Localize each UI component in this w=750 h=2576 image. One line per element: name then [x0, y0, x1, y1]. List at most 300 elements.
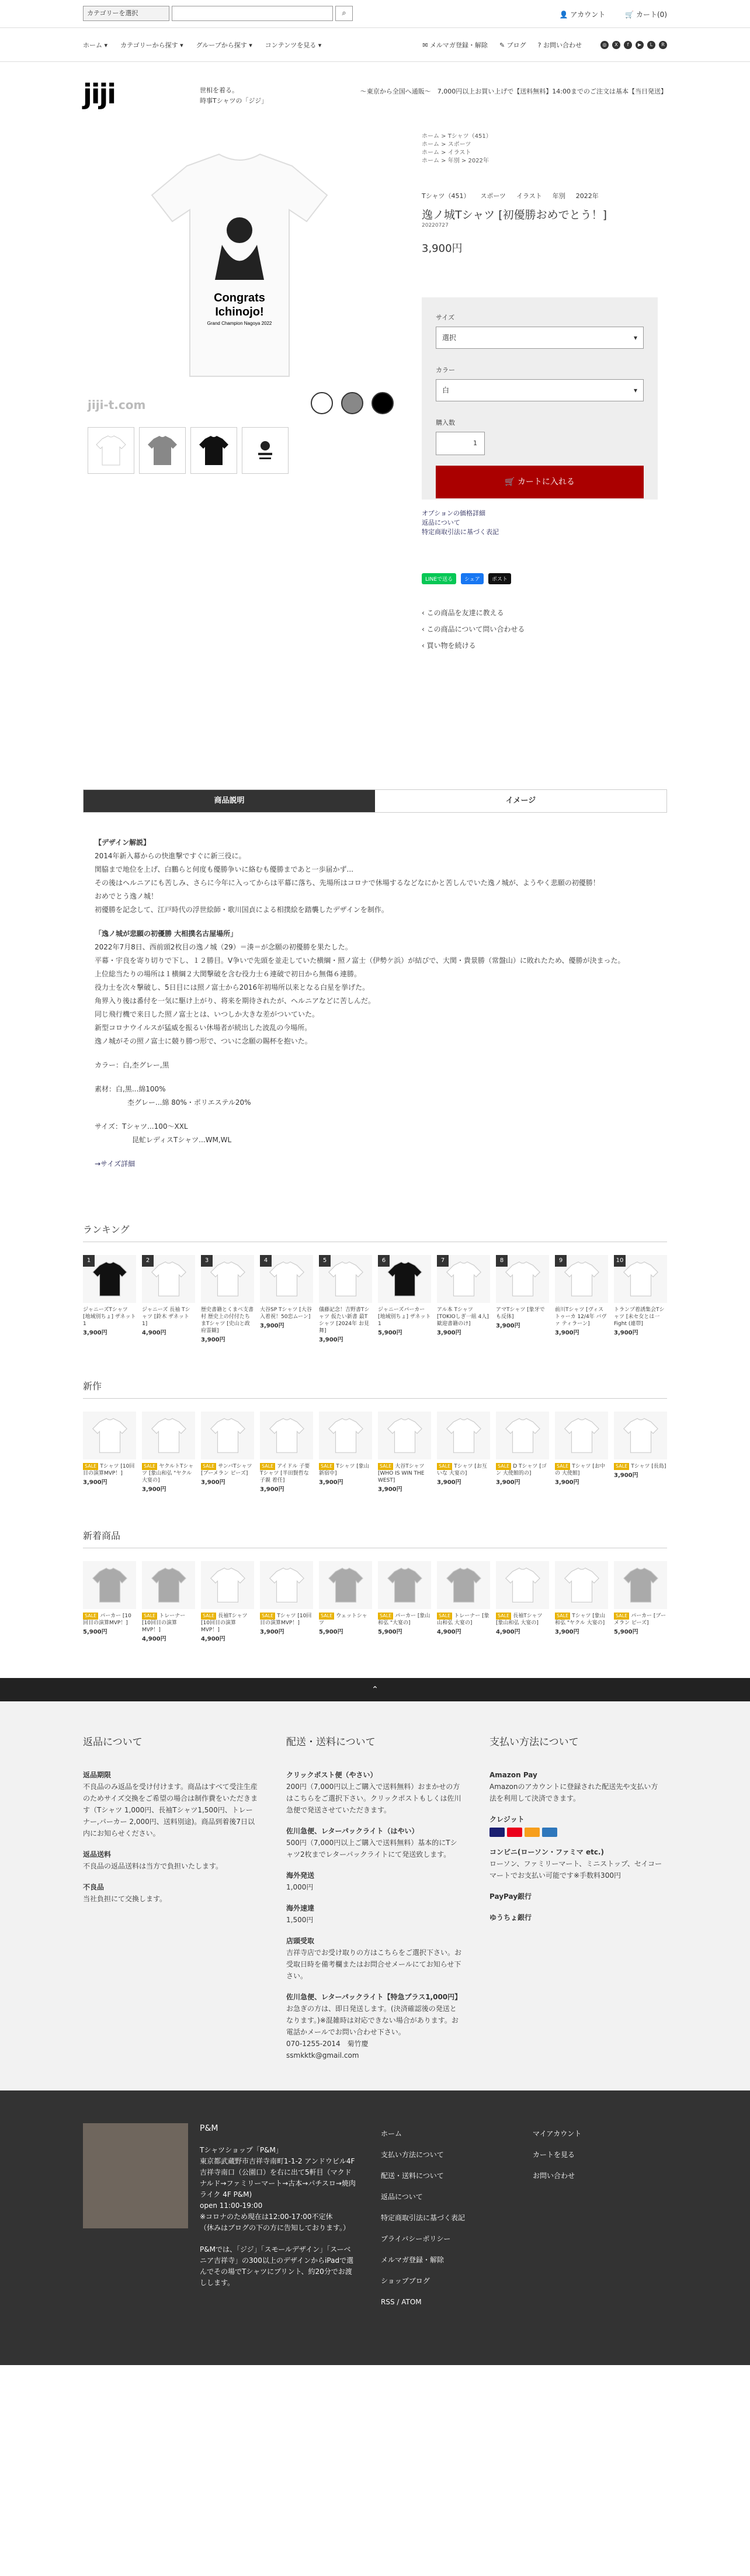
- desc-line: 2014年新入幕からの快進撃ですぐに新三役に。: [95, 852, 246, 860]
- product-card-price: 3,900円: [437, 1479, 461, 1486]
- shipping-text-1: 200円（7,000円以上ご購入で送料無料）おまかせの方はこちらをご選択下さい。クリックポストもしくは佐川急便で発送させていただきます。: [286, 1783, 461, 1814]
- product-card-name[interactable]: [260, 1613, 313, 1627]
- tab-image[interactable]: イメージ: [505, 796, 536, 805]
- color-swatches: [311, 392, 394, 414]
- product-card-price: 3,900円: [496, 1323, 520, 1329]
- shop-info: [200, 2123, 357, 2312]
- product-section: [83, 129, 667, 585]
- product-card-price: 3,900円: [378, 1486, 402, 1493]
- account-label: アカウント: [570, 10, 606, 19]
- product-card[interactable]: [378, 1412, 431, 1493]
- quantity-input[interactable]: 1: [436, 432, 485, 455]
- nav-contact-label: お問い合わせ: [543, 41, 582, 49]
- tab-description[interactable]: 商品説明: [84, 790, 375, 812]
- sale-badge: SALE: [555, 1463, 570, 1470]
- product-card-image[interactable]: [201, 1561, 254, 1609]
- footer-nav-1: [381, 2123, 521, 2312]
- sale-badge: SALE: [83, 1613, 98, 1620]
- returns-text-2: 不良品の返品送料は当方で負担いたします。: [83, 1862, 223, 1870]
- desc-size-1: サイズ：Tシャツ...100〜XXL: [95, 1122, 188, 1131]
- tshirt-print-line-3: Grand Champion Nagoya 2022: [207, 321, 272, 326]
- nav-blog[interactable]: [499, 40, 526, 50]
- thumbnail-gray[interactable]: [139, 427, 186, 474]
- search-button[interactable]: [335, 6, 353, 21]
- product-card-name-text: ウェットシャツ: [319, 1613, 367, 1626]
- desc-material-1: 素材：白,黒...綿100%: [95, 1085, 166, 1093]
- product-card-price: 3,900円: [260, 1486, 284, 1493]
- product-card[interactable]: [260, 1255, 313, 1344]
- product-card-name[interactable]: [496, 1463, 549, 1477]
- product-card-image[interactable]: [378, 1412, 431, 1459]
- footer-link[interactable]: マイアカウント: [533, 2130, 582, 2138]
- nav-group[interactable]: グループから探す ▾: [196, 41, 252, 49]
- swatch-black[interactable]: [371, 392, 394, 414]
- product-card[interactable]: [555, 1561, 608, 1643]
- product-card-price: 3,900円: [437, 1330, 461, 1336]
- size-select[interactable]: 選択 ▾: [436, 327, 644, 349]
- product-card[interactable]: [555, 1412, 608, 1493]
- new-section: [83, 1379, 667, 1493]
- product-card-name[interactable]: [201, 1463, 254, 1477]
- footer-link[interactable]: 返品について: [381, 2193, 423, 2201]
- product-card-name-text: トレーナー [10回目の演算MVP！]: [142, 1613, 186, 1633]
- footer-link[interactable]: お問い合わせ: [533, 2172, 575, 2180]
- sale-badge: SALE: [142, 1613, 157, 1620]
- account-link[interactable]: [560, 9, 606, 19]
- tag-illust[interactable]: イラスト: [516, 192, 542, 200]
- desc-size-2: 昆虻レディスTシャツ...WM,WL: [132, 1136, 232, 1144]
- shipping-heading: 配送・送料について: [286, 1736, 376, 1748]
- product-card[interactable]: [496, 1255, 549, 1344]
- product-title: 逸ノ城Tシャツ [初優勝おめでとう！]: [422, 209, 607, 221]
- thumbnail-white[interactable]: [88, 427, 134, 474]
- product-card[interactable]: [437, 1561, 490, 1643]
- ranking-title: ランキング: [83, 1222, 667, 1242]
- product-card[interactable]: [496, 1561, 549, 1643]
- product-card-name[interactable]: [83, 1463, 136, 1477]
- youtube-icon[interactable]: ▶: [636, 41, 644, 49]
- returns-sub-1: 返品期限: [83, 1771, 112, 1779]
- visa-icon: [489, 1828, 505, 1837]
- product-tags: [422, 191, 599, 200]
- product-card-name[interactable]: [83, 1306, 136, 1327]
- product-card-name-text: サンバTシャツ [ブーメラン ピーズ]: [201, 1464, 252, 1476]
- product-card-name[interactable]: [260, 1306, 313, 1320]
- sale-badge: SALE: [201, 1613, 216, 1620]
- product-card-price: 3,900円: [260, 1323, 284, 1329]
- product-card-price: 5,900円: [378, 1330, 402, 1336]
- product-card-image[interactable]: [555, 1412, 608, 1459]
- product-card-image[interactable]: [260, 1561, 313, 1609]
- breadcrumb-4[interactable]: ホーム > 年別 > 2022年: [422, 158, 489, 164]
- product-card-name-text: トレーナー [象山和弘 大宴の]: [437, 1613, 489, 1626]
- product-card-price: 3,900円: [83, 1479, 107, 1486]
- desc-line: 初優勝を記念して、江戸時代の浮世絵師・歌川国貞による相撲絵を踏襲したデザインを制作。: [95, 906, 388, 914]
- sale-badge: SALE: [319, 1463, 334, 1470]
- product-card-name-text: アル本 Tシャツ [TOKIOしぎ一組 4人] 歓迎書籍のけ]: [437, 1307, 489, 1327]
- rank-badge: 1: [83, 1255, 95, 1267]
- product-card-name[interactable]: [319, 1613, 372, 1627]
- product-card[interactable]: [319, 1561, 372, 1643]
- product-card-name[interactable]: [142, 1463, 195, 1484]
- product-card-price: 5,900円: [614, 1629, 638, 1635]
- product-card-price: 5,900円: [319, 1629, 343, 1635]
- page-top-button[interactable]: ⌃: [0, 1678, 750, 1701]
- tagline-line-2: 時事Tシャツの「ジジ」: [200, 97, 268, 105]
- shop-line: Tシャツショップ「P&M」: [200, 2146, 283, 2154]
- site-logo[interactable]: jiji: [83, 78, 116, 110]
- swatch-white[interactable]: [311, 392, 333, 414]
- new-title: 新作: [83, 1379, 667, 1399]
- product-card-name[interactable]: [319, 1463, 372, 1477]
- top-bar: [0, 0, 750, 28]
- product-card-image[interactable]: [142, 1561, 195, 1609]
- product-card-image[interactable]: [378, 1561, 431, 1609]
- product-card-name-text: 儀藤記念！吉野書Tシャツ 仮たい新書 最Tシャツ [2024年 お見舞]: [319, 1307, 370, 1334]
- search-input[interactable]: [172, 6, 333, 21]
- nav-newsletter-label: メルマガ登録・解除: [429, 41, 488, 49]
- payment-sub-5: ゆうちょ銀行: [489, 1913, 532, 1922]
- product-card[interactable]: [378, 1255, 431, 1344]
- product-card-image[interactable]: [201, 1412, 254, 1459]
- breadcrumb-1[interactable]: ホーム > Tシャツ（451）: [422, 133, 492, 140]
- product-card[interactable]: [437, 1412, 490, 1493]
- nav-home[interactable]: ホーム ▾: [83, 41, 108, 49]
- cart-label: カート(0): [636, 10, 667, 19]
- rank-badge: 9: [555, 1255, 567, 1267]
- sale-badge: SALE: [201, 1463, 216, 1470]
- product-card-image[interactable]: [260, 1412, 313, 1459]
- product-card-name-text: Tシャツ [お互いな 大宴の]: [437, 1464, 487, 1476]
- color-select[interactable]: 白 ▾: [436, 379, 644, 401]
- product-card-name[interactable]: [201, 1613, 254, 1634]
- legal-link[interactable]: 特定商取引法に基づく表記: [422, 528, 499, 536]
- rss-icon[interactable]: R: [659, 41, 667, 49]
- product-card[interactable]: [83, 1255, 136, 1344]
- tshirt-print-line-1: Congrats: [214, 292, 265, 304]
- product-card[interactable]: [378, 1561, 431, 1643]
- product-card-image[interactable]: [496, 1412, 549, 1459]
- product-card-name-text: Tシャツ [長島]: [631, 1464, 666, 1469]
- shipping-sub-1: クリックポスト便（やさい）: [286, 1771, 377, 1779]
- instagram-icon[interactable]: ◎: [600, 41, 609, 49]
- rank-badge: 2: [142, 1255, 154, 1267]
- brand-bar: [83, 62, 667, 129]
- shipping-sub-2: 佐川急便、レターパックライト（はやい）: [286, 1827, 419, 1835]
- desc-line: 関脇まで地位を上げ、白鵬らと何度も優勝争いに絡むも優勝まであと一歩届かず...: [95, 865, 353, 873]
- desc-line: その後はヘルニアにも苦しみ、さらに今年に入ってからは平幕に落ち、先場所はコロナで休場するなどなにかと苦しんでいた逸ノ城が、ようやく悲願の初優勝！: [95, 879, 600, 887]
- desc-line: 角界入り後は番付を一気に駆け上がり、将来を期待されたが、ヘルニアなどに苦しんだ。: [95, 997, 376, 1005]
- product-card-name-text: ヤクルトTシャツ [象山和弘 "ヤクル 大宴の]: [142, 1464, 194, 1483]
- shipping-text-3: 1,000円: [286, 1883, 314, 1891]
- thumbnail-print[interactable]: [242, 427, 289, 474]
- product-card-image[interactable]: [555, 1561, 608, 1609]
- product-card-image[interactable]: [614, 1412, 667, 1459]
- product-card-image[interactable]: [319, 1561, 372, 1609]
- footer-nav-2: [533, 2123, 650, 2312]
- product-card-name[interactable]: [496, 1306, 549, 1320]
- rank-badge: 10: [614, 1255, 626, 1267]
- product-code: 20220727: [422, 223, 449, 228]
- swatch-gray[interactable]: [341, 392, 363, 414]
- continue-label: 買い物を続ける: [426, 642, 476, 650]
- returns-link[interactable]: 返品について: [422, 519, 460, 526]
- product-card[interactable]: [614, 1561, 667, 1643]
- product-card-image[interactable]: [83, 1412, 136, 1459]
- breadcrumb-3[interactable]: ホーム > イラスト: [422, 150, 471, 156]
- nav-category[interactable]: カテゴリーから探す ▾: [120, 41, 183, 49]
- search-icon: ⌕: [342, 9, 346, 18]
- sale-badge: SALE: [319, 1613, 334, 1620]
- product-card-name[interactable]: [201, 1306, 254, 1334]
- product-card-name[interactable]: [378, 1463, 431, 1484]
- tag-tshirt[interactable]: Tシャツ（451）: [422, 192, 470, 200]
- product-card-name-text: 大谷Tシャツ [WHO IS WIN THE WEST]: [378, 1464, 425, 1483]
- shop-line: 吉祥寺南口（公園口）を右に出て5軒目（マクドナルド→ファミリーマート→古本→パチスロ→焼肉ライク 4F P&M): [200, 2168, 356, 2199]
- tag-2022[interactable]: 2022年: [575, 192, 599, 200]
- product-card[interactable]: [83, 1412, 136, 1493]
- product-card-price: 3,900円: [201, 1479, 225, 1486]
- tag-sports[interactable]: スポーツ: [480, 192, 506, 200]
- shipping-sub-5: 店頭受取: [286, 1937, 315, 1945]
- new-grid: [83, 1412, 667, 1493]
- shop-name: P&M: [200, 2124, 218, 2133]
- product-card[interactable]: [260, 1561, 313, 1643]
- shop-line: ※コロナのため現在は12:00-17:00不定休: [200, 2213, 333, 2221]
- product-card-price: 3,900円: [496, 1479, 520, 1486]
- footer-link[interactable]: RSS / ATOM: [381, 2298, 422, 2306]
- shipping-text-4: 1,500円: [286, 1916, 314, 1924]
- cart-link[interactable]: [625, 9, 667, 19]
- rank-badge: 8: [496, 1255, 508, 1267]
- cart-icon: 🛒: [505, 477, 515, 487]
- shipping-email[interactable]: ssmkktk@gmail.com: [286, 2051, 359, 2060]
- product-card-name[interactable]: [142, 1613, 195, 1634]
- footer-link[interactable]: カートを見る: [533, 2151, 575, 2159]
- product-card[interactable]: [555, 1255, 608, 1344]
- product-card-name-text: ジャニーズTシャツ [地域別ちょ] ザネット 1: [83, 1307, 136, 1327]
- footer-info: [0, 1701, 750, 2090]
- product-card-price: 4,900円: [142, 1330, 166, 1336]
- nav-newsletter[interactable]: [422, 40, 488, 50]
- product-card[interactable]: [496, 1412, 549, 1493]
- footer-link[interactable]: プライバシーポリシー: [381, 2235, 451, 2243]
- inquiry-link[interactable]: ‹ この商品について問い合わせる: [422, 625, 525, 633]
- product-card-name[interactable]: [260, 1463, 313, 1484]
- payment-column: [489, 1736, 665, 2061]
- sale-badge: SALE: [614, 1613, 629, 1620]
- tell-friend-label: この商品を友達に教える: [426, 609, 504, 617]
- product-card-image[interactable]: [319, 1412, 372, 1459]
- share-buttons: [422, 573, 511, 584]
- product-card-price: 5,900円: [83, 1629, 107, 1635]
- desc-line: 同じ飛行機で来日した照ノ富士とは、いつしか大きな差がついていた。: [95, 1010, 320, 1018]
- sale-badge: SALE: [142, 1463, 157, 1470]
- desc-heading-2: 「逸ノ城が悲願の初優勝 大相撲名古屋場所」: [95, 930, 238, 938]
- purchase-options: [422, 297, 658, 500]
- cart-icon: 🛒: [625, 10, 634, 19]
- product-card-price: 3,900円: [319, 1337, 343, 1343]
- product-price: 3,900円: [422, 242, 463, 255]
- footer-link[interactable]: 支払い方法について: [381, 2151, 444, 2159]
- product-card-price: 3,900円: [555, 1479, 579, 1486]
- product-card-name[interactable]: [555, 1613, 608, 1627]
- product-card-name[interactable]: [555, 1463, 608, 1477]
- product-card-name-text: アマTシャツ [象牙でも反体]: [496, 1307, 545, 1320]
- main-nav: [0, 28, 750, 62]
- footer-link[interactable]: 配送・送料について: [381, 2172, 444, 2180]
- footer-link[interactable]: 特定商取引法に基づく表記: [381, 2214, 466, 2222]
- more-links: [422, 605, 525, 654]
- facebook-share-button[interactable]: シェア: [461, 573, 484, 584]
- product-card[interactable]: [260, 1412, 313, 1493]
- product-card-name[interactable]: [614, 1613, 667, 1627]
- product-card-name[interactable]: [83, 1613, 136, 1627]
- shipping-column: [286, 1736, 461, 2061]
- product-card-image[interactable]: [437, 1412, 490, 1459]
- sale-badge: SALE: [437, 1613, 452, 1620]
- rank-badge: 7: [437, 1255, 449, 1267]
- product-card-price: 3,900円: [319, 1479, 343, 1486]
- desc-line: 役力士を次々撃破し、5日目には照ノ富士から2016年初場所以来となる白星を挙げた。: [95, 983, 370, 991]
- payment-sub-2: クレジット: [489, 1815, 525, 1823]
- payment-sub-3: コンビニ(ローソン・ファミマ etc.): [489, 1848, 604, 1856]
- desc-colors: カラー：白,杢グレー,黒: [95, 1061, 169, 1069]
- mastercard-icon: [507, 1828, 522, 1837]
- product-card-name-text: パーカー [象山和弘 "大宴の]: [378, 1613, 430, 1626]
- product-card-name-text: 大谷SP Tシャツ [大谷入着祝！50恋ムーン]: [260, 1307, 312, 1320]
- shipping-text-6: お急ぎの方は、即日発送します。(決済確認後の発送となります。)※混雑時は対応できない場合があります。お電話かメールでお問い合わせ下さい。: [286, 2005, 459, 2036]
- option-price-link[interactable]: オプションの価格詳細: [422, 509, 486, 517]
- product-card[interactable]: [201, 1412, 254, 1493]
- breadcrumb-2[interactable]: ホーム > スポーツ: [422, 141, 471, 148]
- product-card-name[interactable]: [319, 1306, 372, 1334]
- desc-line: 逸ノ城がその照ノ富士に競り勝つ形で、ついに念願の賜杯を抱いた。: [95, 1037, 312, 1045]
- product-card[interactable]: [142, 1412, 195, 1493]
- user-icon: 👤: [559, 10, 568, 19]
- product-card-name[interactable]: [496, 1613, 549, 1627]
- sale-badge: SALE: [496, 1613, 511, 1620]
- product-card[interactable]: [614, 1412, 667, 1493]
- product-card-image[interactable]: [614, 1561, 667, 1609]
- product-card-name-text: Tシャツ [象山和弘 "ヤクル 大宴の]: [555, 1613, 605, 1626]
- product-card-price: 4,900円: [437, 1629, 461, 1635]
- product-card-name[interactable]: [555, 1306, 608, 1327]
- product-card-image[interactable]: [83, 1561, 136, 1609]
- arrivals-section: [83, 1528, 667, 1643]
- x-icon[interactable]: X: [612, 41, 620, 49]
- returns-heading: 返品について: [83, 1736, 143, 1748]
- shop-line: P&Mでは、「ジジ」「スモールデザイン」「スーベニア吉祥寺」の300以上のデザインからiPadで選んでその場でTシャツにプリント、約20分でお渡しします。: [200, 2245, 354, 2287]
- size-detail-link[interactable]: →サイズ詳細: [95, 1160, 136, 1168]
- amex-icon: [542, 1828, 557, 1837]
- continue-shopping-link[interactable]: ‹ 買い物を続ける: [422, 642, 476, 650]
- product-card-name[interactable]: [378, 1613, 431, 1627]
- line-share-button[interactable]: LINEで送る: [422, 573, 456, 584]
- product-card[interactable]: [437, 1255, 490, 1344]
- product-card-name[interactable]: [437, 1613, 490, 1627]
- product-card-image[interactable]: [437, 1561, 490, 1609]
- product-card[interactable]: [83, 1561, 136, 1643]
- product-card[interactable]: [319, 1255, 372, 1344]
- x-post-button[interactable]: ポスト: [488, 573, 511, 584]
- payment-heading: 支払い方法について: [489, 1736, 579, 1748]
- product-card-name-text: 歴史書籍とくまべ支書村 歴史上の付付たちまTシャツ [史山と政府霊観]: [201, 1307, 254, 1334]
- product-card-price: 3,900円: [142, 1486, 166, 1493]
- product-card-price: 3,900円: [555, 1629, 579, 1635]
- desc-material-2: 杢グレー...綿 80%・ポリエステル20%: [127, 1098, 251, 1107]
- footer-link[interactable]: ショップブログ: [381, 2277, 430, 2285]
- sale-badge: SALE: [378, 1463, 393, 1470]
- question-icon: ?: [537, 41, 541, 49]
- product-card-name-text: 長袖Tシャツ [10回目の演算MVP！]: [201, 1613, 248, 1633]
- product-card-name-text: アイドル 子要 Tシャツ [半田賢哲な子親 着任]: [260, 1464, 310, 1483]
- product-card-name-text: Tシャツ [象山 新宿中]: [319, 1464, 369, 1476]
- size-label: サイズ: [436, 314, 455, 321]
- product-card[interactable]: [614, 1255, 667, 1344]
- product-card[interactable]: [319, 1412, 372, 1493]
- product-card-price: 3,900円: [555, 1330, 579, 1336]
- product-card-name[interactable]: [437, 1463, 490, 1477]
- facebook-icon[interactable]: f: [624, 41, 632, 49]
- returns-column: [83, 1736, 258, 2061]
- desc-heading-1: 【デザイン解説】: [95, 838, 151, 847]
- shipping-text-2: 500円（7,000円以上ご購入で送料無料）基本的にTシャツ2枚までレターパックライトにて発送致します。: [286, 1839, 457, 1859]
- nav-content[interactable]: コンテンツを見る ▾: [265, 41, 322, 49]
- footer-link[interactable]: メルマガ登録・解除: [381, 2256, 445, 2264]
- jcb-icon: [525, 1828, 540, 1837]
- product-card[interactable]: [201, 1255, 254, 1344]
- product-card-name[interactable]: [378, 1306, 431, 1327]
- card-icons: [489, 1828, 665, 1837]
- tagline-line-1: 世相を着る。: [200, 86, 238, 94]
- thumbnail-black[interactable]: [190, 427, 237, 474]
- product-card-image[interactable]: [496, 1561, 549, 1609]
- nav-contact[interactable]: [538, 40, 582, 50]
- line-icon[interactable]: L: [647, 41, 655, 49]
- sale-badge: SALE: [555, 1613, 570, 1620]
- product-card-image[interactable]: [142, 1412, 195, 1459]
- product-card[interactable]: [142, 1255, 195, 1344]
- rank-badge: 6: [378, 1255, 390, 1267]
- product-card-name-text: Tシャツ [10回目の演算MVP！]: [260, 1613, 312, 1626]
- shipping-sub-6: 佐川急便、レターパックライト【特急プラス1,000円】: [286, 1993, 462, 2001]
- category-select[interactable]: カテゴリーを選択: [83, 6, 169, 21]
- tell-friend-link[interactable]: ‹ この商品を友達に教える: [422, 609, 504, 617]
- product-card[interactable]: [142, 1561, 195, 1643]
- add-to-cart-button[interactable]: [436, 466, 644, 498]
- shipping-note: 〜東京から全国へ通販〜 7,000円以上お買い上げで【送料無料】14:00までのご注文は基本【当日発送】: [360, 88, 667, 95]
- product-card-price: 3,900円: [201, 1337, 225, 1343]
- product-card-name[interactable]: [437, 1306, 490, 1327]
- desc-line: 平幕・宇良を寄り切りで下し、１２勝目。V争いで先頭を並走していた横綱・照ノ富士（伊勢ケ浜）が結びで、大関・貴景勝（常盤山）に敗れたため、優勝が決まった。: [95, 956, 625, 965]
- tag-year[interactable]: 年別: [552, 192, 565, 200]
- product-card-name[interactable]: [142, 1306, 195, 1327]
- blog-icon: ✎: [499, 41, 505, 49]
- product-card-price: 4,900円: [496, 1629, 520, 1635]
- thumbnail-list: [88, 427, 289, 474]
- footer-link[interactable]: ホーム: [381, 2130, 402, 2138]
- product-main-image[interactable]: [105, 140, 374, 391]
- shipping-text-5: 吉祥寺店でお受け取りの方はこちらをご選択下さい。お受取日時を備考欄またはお問合せメールにてお知らせ下さい。: [286, 1949, 462, 1980]
- product-card-name[interactable]: [614, 1463, 667, 1470]
- payment-text-3: ローソン、ファミリーマート、ミニストップ、セイコーマートでお支払い可能です※手数料300円: [489, 1860, 662, 1880]
- product-card-name[interactable]: [614, 1306, 667, 1327]
- shipping-sub-4: 海外速達: [286, 1904, 315, 1912]
- product-card[interactable]: [201, 1561, 254, 1643]
- product-card-name-text: パーカー [10回目の演算MVP！]: [83, 1613, 131, 1626]
- product-card-price: 4,900円: [201, 1636, 225, 1642]
